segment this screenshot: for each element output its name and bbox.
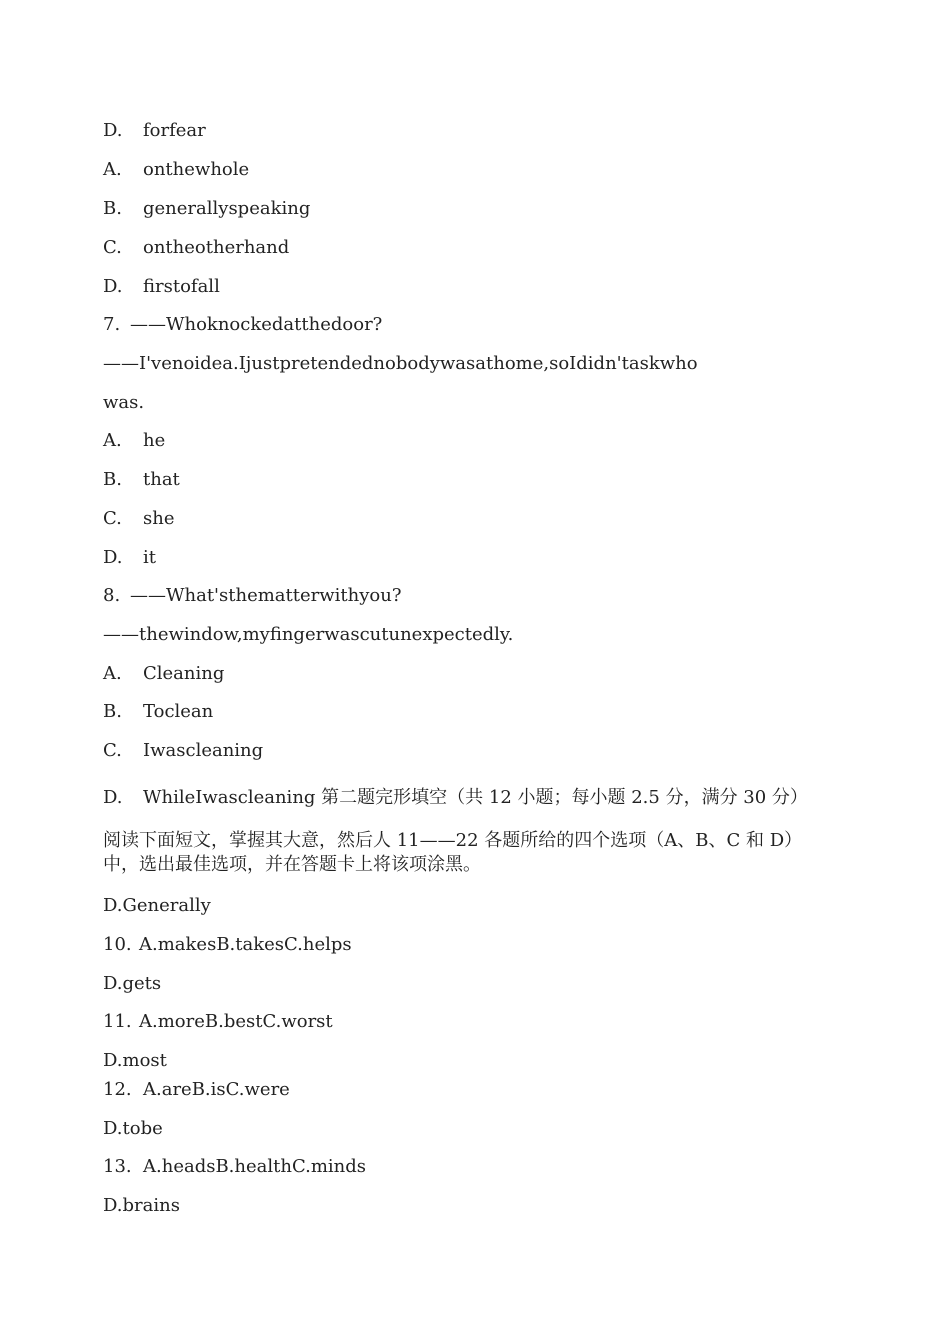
option-text: forfear — [143, 120, 206, 141]
cloze-option-line — [103, 1117, 163, 1141]
option-text: she — [143, 508, 175, 529]
question-text: ——Whoknockedatthedoor? — [130, 314, 383, 335]
option-text: generallyspeaking — [143, 198, 311, 219]
question-number: 11. — [103, 1011, 132, 1032]
option-text: ontheotherhand — [143, 237, 290, 258]
cloze-text: A.headsB.healthC.minds — [143, 1156, 366, 1177]
option-text: onthewhole — [143, 159, 250, 180]
option-letter: B. — [103, 469, 122, 490]
option-letter: A. — [103, 663, 122, 684]
question-7-answer-line1: ——I'venoidea.Ijustpretendednobodywasathome,soIdidn'taskwho — [103, 353, 698, 374]
question-7-answer-line2: was. — [103, 392, 145, 413]
cloze-question-13 — [103, 1155, 366, 1179]
cloze-option-line — [103, 972, 161, 996]
cloze-text: A.areB.isC.were — [143, 1079, 290, 1100]
option-text: firstofall — [143, 276, 220, 297]
option-text: it — [143, 547, 156, 568]
cloze-text: A.moreB.bestC.worst — [139, 1011, 333, 1032]
cloze-option-line — [103, 1049, 167, 1073]
section-instructions: 阅读下面短文，掌握其大意，然后人 11——22 各题所给的四个选项（A、B、C 和 D）中，选出最佳选项，并在答题卡上将该项涂黑。 — [103, 830, 803, 875]
cloze-option-line — [103, 1194, 180, 1218]
cloze-text: D.tobe — [103, 1118, 163, 1139]
option-letter: B. — [103, 701, 122, 722]
question-number: 13. — [103, 1156, 132, 1177]
option-letter: D. — [103, 787, 123, 808]
option-text: WhileIwascleaning 第二题完形填空（共 12 小题；每小题 2.5 分，满分 30 分） — [143, 787, 808, 808]
cloze-question-11 — [103, 1010, 333, 1034]
cloze-question-12 — [103, 1078, 290, 1102]
option-text: Cleaning — [143, 663, 225, 684]
option-letter: A. — [103, 159, 122, 180]
option-letter: C. — [103, 508, 122, 529]
option-letter: C. — [103, 237, 122, 258]
option-letter: D. — [103, 547, 123, 568]
option-text: Toclean — [143, 701, 214, 722]
cloze-text: A.makesB.takesC.helps — [139, 934, 352, 955]
question-number: 10. — [103, 934, 132, 955]
cloze-option-line — [103, 894, 211, 918]
question-number: 12. — [103, 1079, 132, 1100]
question-8-answer: ——thewindow,myfingerwascutunexpectedly. — [103, 624, 514, 645]
cloze-question-10 — [103, 933, 352, 957]
option-text: Iwascleaning — [143, 740, 264, 761]
option-letter: D. — [103, 120, 123, 141]
option-letter: C. — [103, 740, 122, 761]
option-text: that — [143, 469, 180, 490]
question-text: ——What'sthematterwithyou? — [130, 585, 402, 606]
option-letter: B. — [103, 198, 122, 219]
question-number: 8. — [103, 585, 121, 606]
cloze-text: D.gets — [103, 973, 162, 994]
question-number: 7. — [103, 314, 121, 335]
option-letter: D. — [103, 276, 123, 297]
option-letter: A. — [103, 430, 122, 451]
question-8-prompt — [103, 584, 402, 608]
cloze-text: D.Generally — [103, 895, 211, 916]
cloze-text: D.brains — [103, 1195, 180, 1216]
cloze-text: D.most — [103, 1050, 167, 1071]
option-text: he — [143, 430, 166, 451]
question-7-prompt — [103, 313, 382, 337]
